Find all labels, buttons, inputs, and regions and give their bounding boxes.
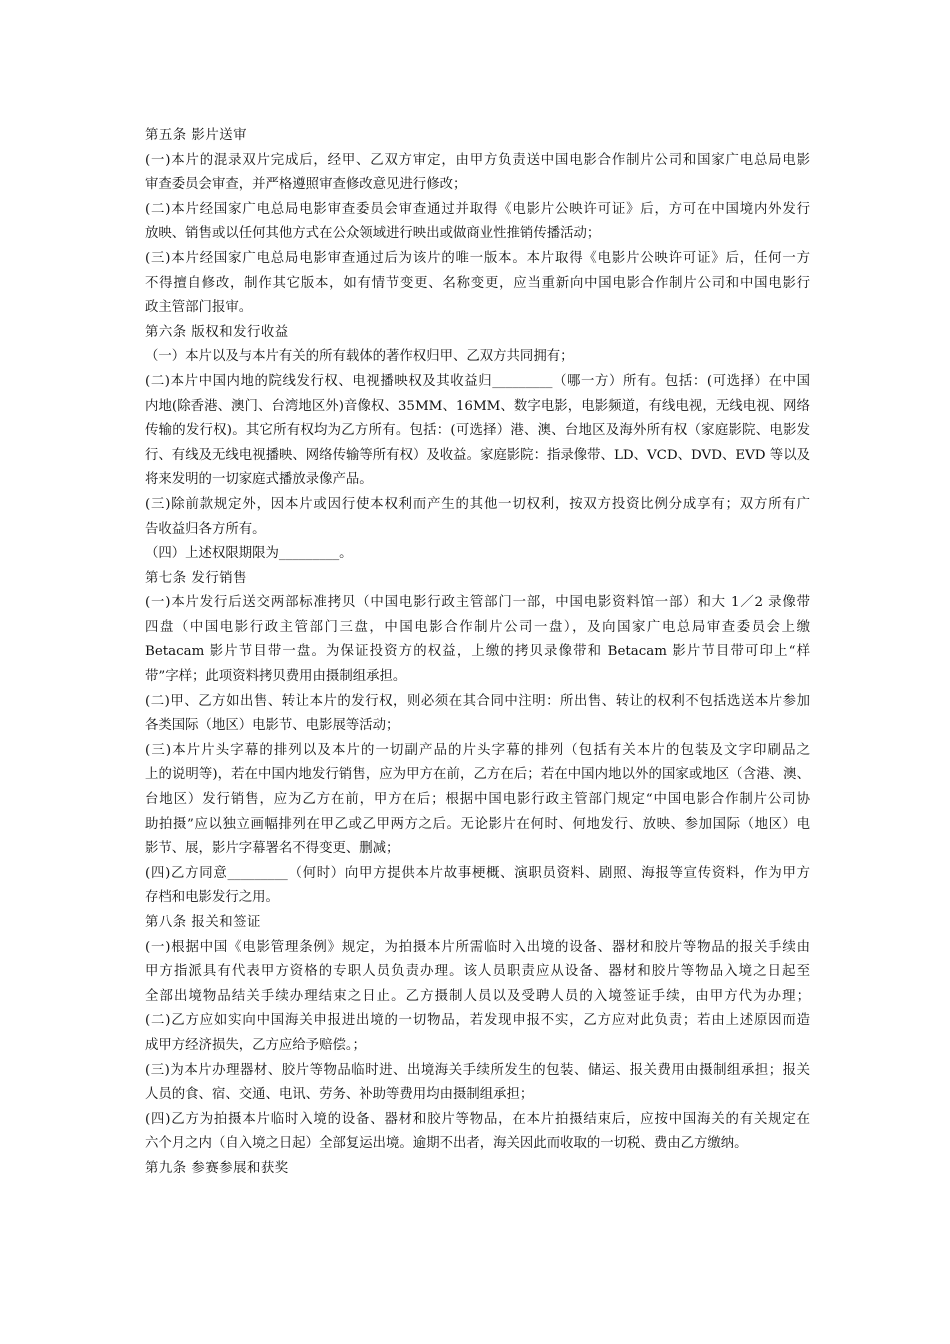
paragraph-line: 影节、展，影片字幕署名不得变更、删减；: [145, 841, 400, 857]
paragraph-line: 成甲方经济损失，乙方应给予赔偿。；: [145, 1037, 366, 1053]
paragraph-line: 甲方指派具有代表甲方资格的专职人员负责办理。该人员职责应从设备、器材和胶片等物品入境之日起至: [145, 964, 810, 980]
section-heading: 第八条 报关和签证: [145, 915, 261, 930]
paragraph-line: 将来发明的一切家庭式播放录像产品。: [145, 472, 373, 488]
paragraph-line: (二)乙方应如实向中国海关申报进出境的一切物品，若发现申报不实，乙方应对此负责；若由上述原因而造: [145, 1013, 810, 1029]
paragraph-line: （一）本片以及与本片有关的所有载体的著作权归甲、乙双方共同拥有；: [145, 349, 574, 365]
document-page: [145, 124, 810, 1182]
paragraph-line: 全部出境物品结关手续办理结束之日止。乙方摄制人员以及受聘人员的入境签证手续，由甲方代为办理；: [145, 988, 810, 1004]
paragraph-line: 助拍摄”应以独立画幅排列在甲乙或乙甲两方之后。无论影片在何时、何地发行、放映、参加国际（地区）电: [145, 816, 810, 832]
paragraph-line: 传输的发行权)。其它所有权均为乙方所有。包括：(可选择）港、澳、台地区及海外所有权（家庭影院、电影发: [145, 423, 810, 439]
paragraph-line: 存档和电影发行之用。: [145, 890, 279, 906]
paragraph-line: 台地区）发行销售，应为乙方在前，甲方在后；根据中国电影行政主管部门规定“中国电影合作制片公司协: [145, 792, 810, 808]
paragraph-line: (一)根据中国《电影管理条例》规定，为拍摄本片所需临时入出境的设备、器材和胶片等物品的报关手续由: [145, 939, 810, 955]
paragraph-line: (四)乙方同意_________（何时）向甲方提供本片故事梗概、演职员资料、剧照、海报等宣传资料，作为甲方: [145, 865, 810, 881]
paragraph-line: 放映、销售或以任何其他方式在公众领域进行映出或做商业性推销传播活动；: [145, 226, 601, 242]
paragraph-line: 审查委员会审查，并严格遵照审查修改意见进行修改；: [145, 177, 467, 193]
section-heading: 第九条 参赛参展和获奖: [145, 1160, 289, 1176]
paragraph-line: 不得擅自修改，制作其它版本，如有情节变更、名称变更，应当重新向中国电影合作制片公司和中国电影行: [145, 275, 810, 291]
paragraph-line: （四）上述权限期限为_________。: [145, 546, 353, 562]
paragraph-line: (三)本片经国家广电总局电影审查通过后为该片的唯一版本。本片取得《电影片公映许可证》后，任何一方: [145, 250, 810, 266]
paragraph-line: 上的说明等)，若在中国内地发行销售，应为甲方在前，乙方在后；若在中国内地以外的国家或地区（含港、澳、: [145, 767, 810, 783]
paragraph-line: (一)本片发行后送交两部标准拷贝（中国电影行政主管部门一部，中国电影资料馆一部）和大 1／2 录像带: [145, 595, 810, 611]
paragraph-line: 政主管部门报审。: [145, 300, 253, 316]
paragraph-line: Betacam 影片节目带一盘。为保证投资方的权益，上缴的拷贝录像带和 Betacam 影片节目带可印上“样: [145, 644, 810, 660]
paragraph-line: (二)甲、乙方如出售、转让本片的发行权，则必须在其合同中注明：所出售、转让的权利不包括选送本片参加: [145, 693, 810, 709]
paragraph-line: (二)本片中国内地的院线发行权、电视播映权及其收益归_________（哪一方）所有。包括：(可选择）在中国: [145, 373, 810, 389]
paragraph-line: 人员的食、宿、交通、电讯、劳务、补助等费用均由摄制组承担；: [145, 1087, 534, 1103]
paragraph-line: 内地(除香港、澳门、台湾地区外)音像权、35MM、16MM、数字电影，电影频道，有线电视，无线电视、网络: [145, 398, 810, 414]
section-heading: 第五条 影片送审: [145, 128, 247, 143]
paragraph-line: 行、有线及无线电视播映、网络传输等所有权）及收益。家庭影院：指录像带、LD、VCD、DVD、EVD 等以及: [145, 447, 810, 463]
paragraph-line: 四盘（中国电影行政主管部门三盘，中国电影合作制片公司一盘），及向国家广电总局审查委员会上缴: [145, 619, 810, 635]
paragraph-line: (一)本片的混录双片完成后，经甲、乙双方审定，由甲方负责送中国电影合作制片公司和国家广电总局电影: [145, 152, 810, 168]
paragraph-line: (二)本片经国家广电总局电影审查委员会审查通过并取得《电影片公映许可证》后，方可在中国境内外发行: [145, 201, 810, 217]
paragraph-line: 告收益归各方所有。: [145, 521, 266, 537]
section-heading: 第七条 发行销售: [145, 570, 247, 586]
paragraph-line: (三)为本片办理器材、胶片等物品临时进、出境海关手续所发生的包装、储运、报关费用由摄制组承担；报关: [145, 1062, 810, 1078]
paragraph-line: 带”字样；此项资料拷贝费用由摄制组承担。: [145, 669, 407, 685]
section-heading: 第六条 版权和发行收益: [145, 324, 289, 340]
paragraph-line: 各类国际（地区）电影节、电影展等活动；: [145, 718, 400, 734]
paragraph-line: (三)除前款规定外，因本片或因行使本权利而产生的其他一切权利，按双方投资比例分成享有；双方所有广: [145, 496, 810, 512]
paragraph-line: 六个月之内（自入境之日起）全部复运出境。逾期不出者，海关因此而收取的一切税、费由乙方缴纳。: [145, 1136, 748, 1152]
paragraph-line: (三)本片片头字幕的排列以及本片的一切副产品的片头字幕的排列（包括有关本片的包装及文字印刷品之: [145, 742, 810, 758]
paragraph-line: (四)乙方为拍摄本片临时入境的设备、器材和胶片等物品，在本片拍摄结束后，应按中国海关的有关规定在: [145, 1111, 810, 1127]
